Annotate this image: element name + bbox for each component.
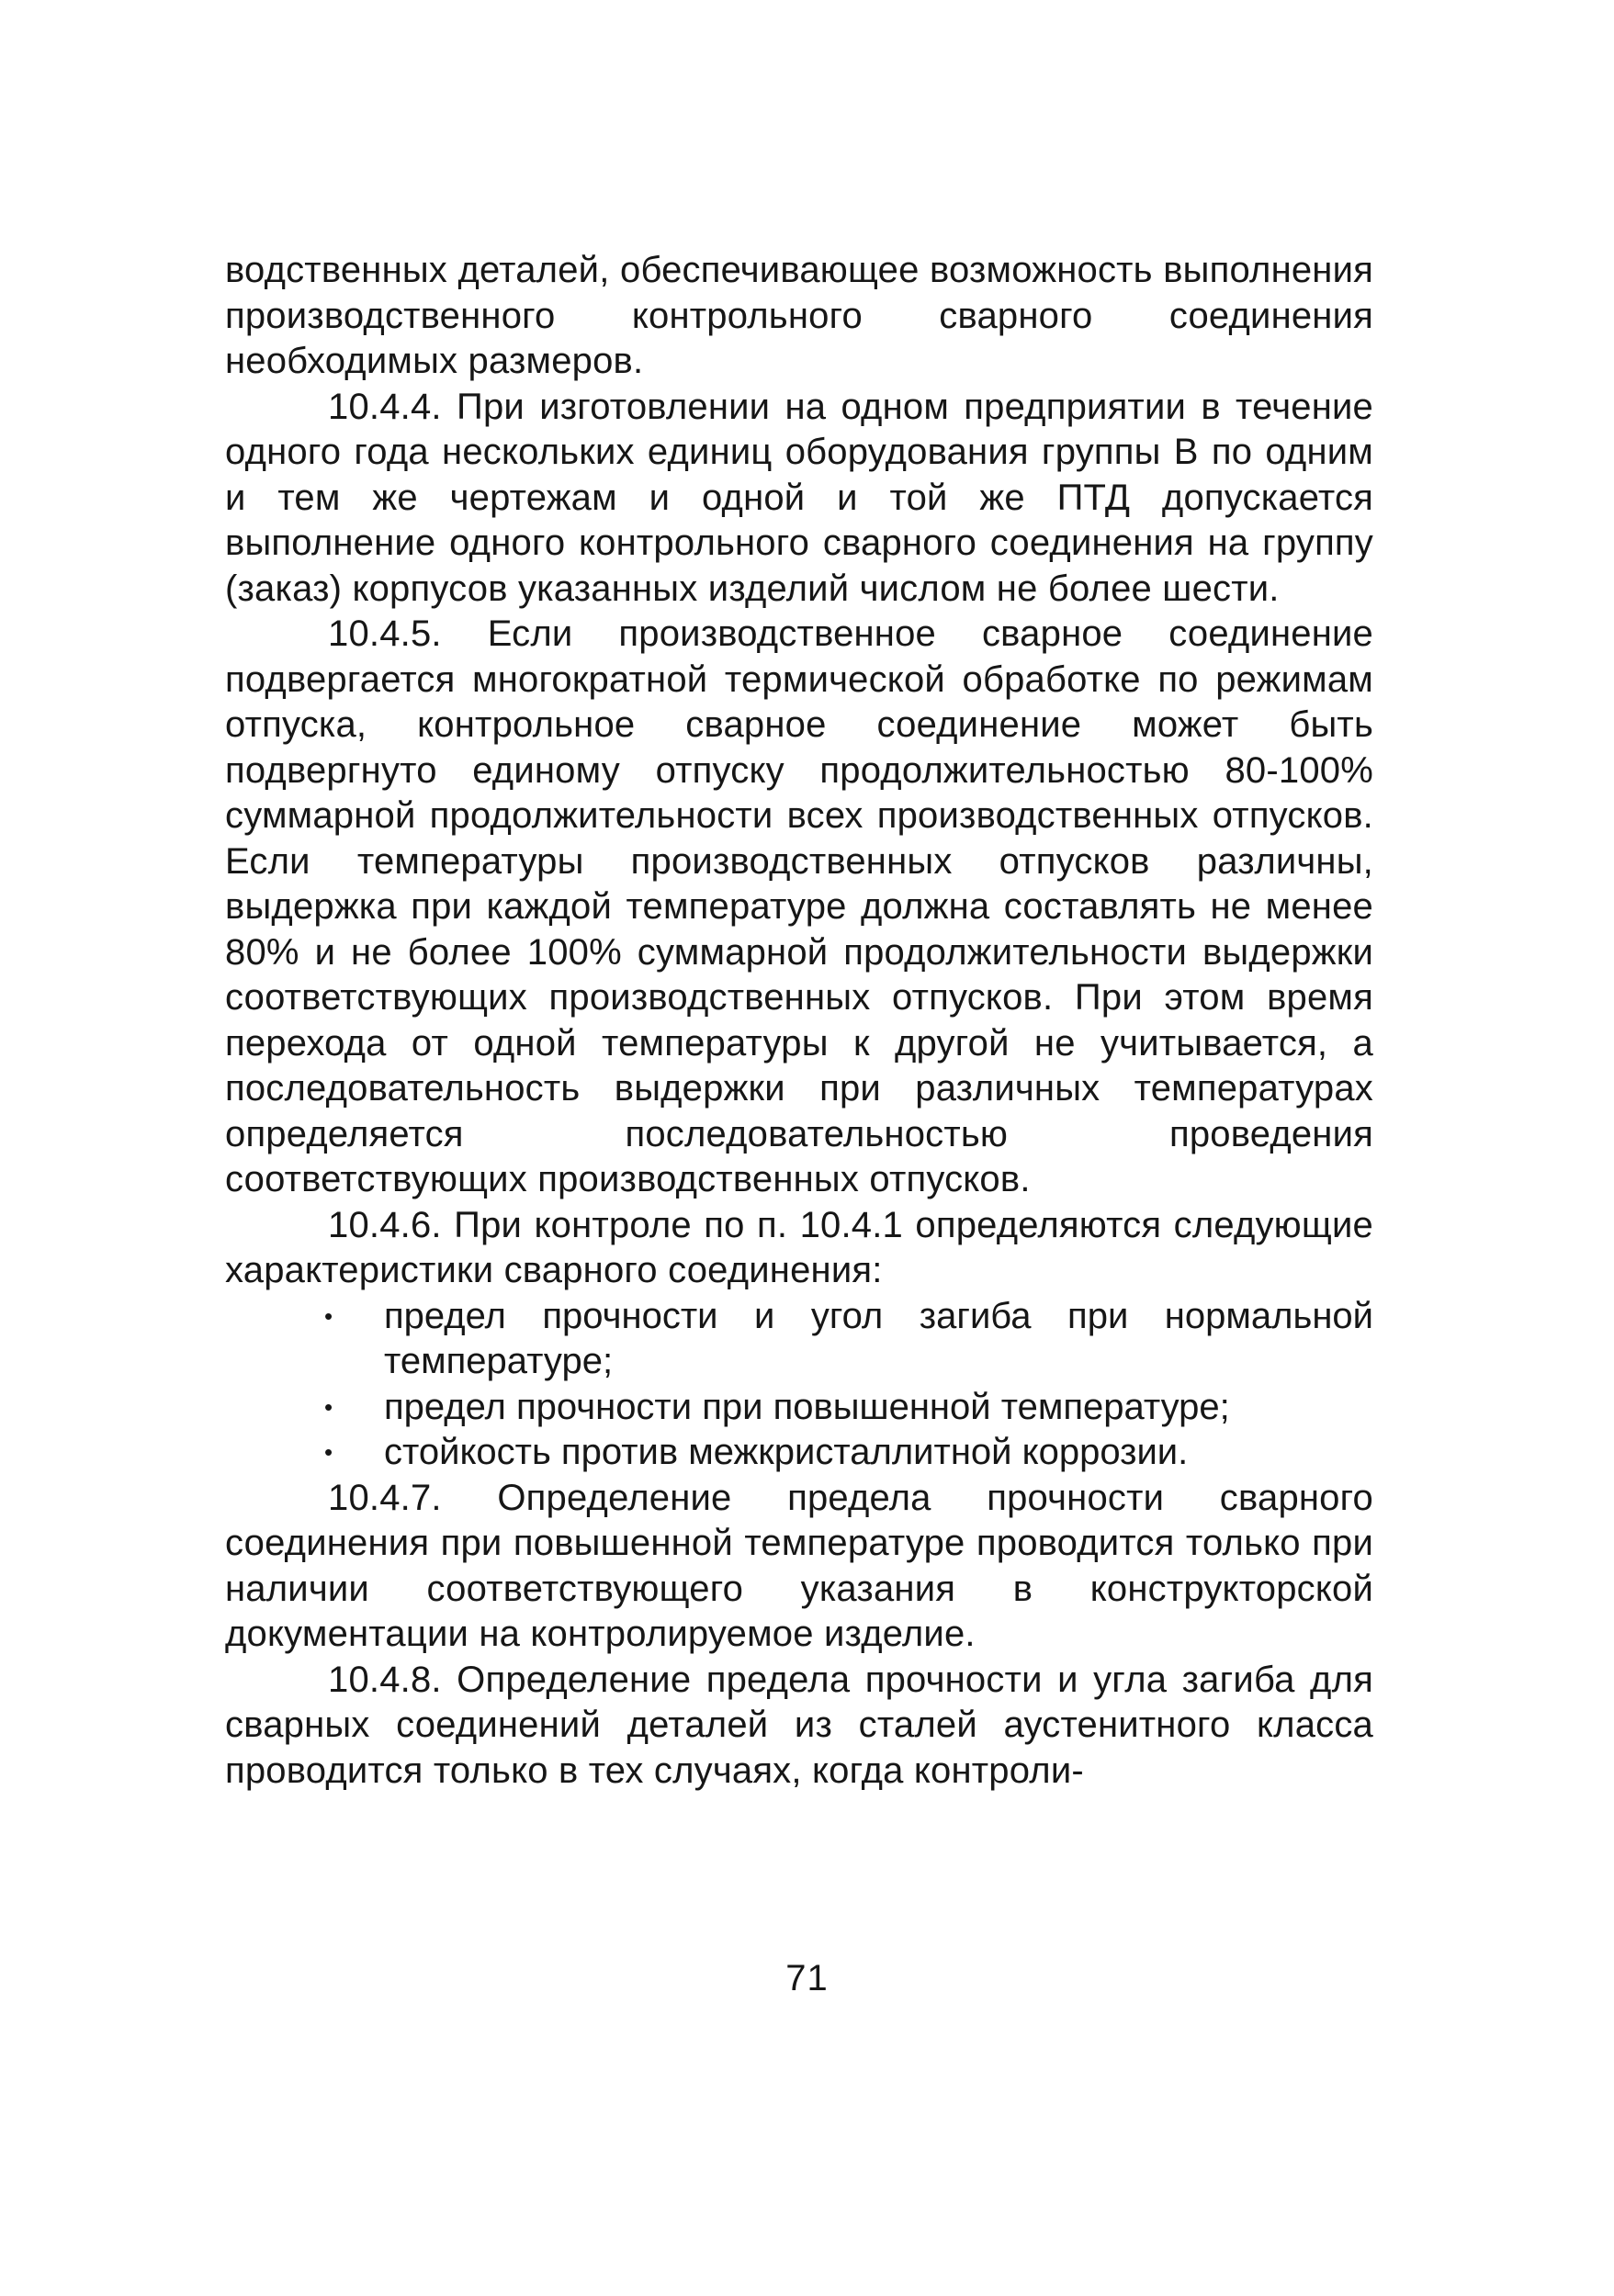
paragraph-10-4-4: 10.4.4. При изготовлении на одном предприятии в течение одного года нескольких единиц оборудования группы В по одним и тем же чертежам и одной и той же ПТД допускается выполнение одного контрольного сварного соединения на группу (заказ) корпусов указанных изделий числом не более шести.: [225, 386, 1373, 609]
list-item: [225, 1294, 1373, 1385]
list-item: [225, 1430, 1373, 1476]
characteristics-list: [225, 1294, 1373, 1476]
list-item-text: предел прочности и угол загиба при нормальной температуре;: [384, 1295, 1373, 1381]
paragraph-10-4-7: 10.4.7. Определение предела прочности сварного соединения при повышенной температуре проводится только при наличии соответствующего указания в конструкторской документации на контролируемое изделие.: [225, 1477, 1373, 1654]
paragraph-10-4-5: 10.4.5. Если производственное сварное соединение подвергается многократной термической обработке по режимам отпуска, контрольное сварное соединение может быть подвергнуто единому отпуску продолжительностью 80-100% суммарной продолжительности всех производственных отпусков. Если температуры производственных отпусков различны, выдержка при каждой температуре должна составлять не менее 80% и не более 100% суммарной продолжительности выдержки соответствующих производственных отпусков. При этом время перехода от одной температуры к другой не учитывается, а последовательность выдержки при различных температурах определяется последовательностью проведения соответствующих производственных отпусков.: [225, 613, 1373, 1199]
paragraph-continued: водственных деталей, обеспечивающее возможность выполнения производственного контрольного сварного соединения необходимых размеров.: [225, 250, 1373, 381]
paragraph-10-4-6: 10.4.6. При контроле по п. 10.4.1 определяются следующие характеристики сварного соединения:: [225, 1204, 1373, 1290]
bullet-icon: •: [324, 1392, 333, 1421]
page-number: 71: [785, 1958, 829, 1998]
bullet-icon: •: [324, 1301, 333, 1330]
list-item-text: предел прочности при повышенной температуре;: [384, 1386, 1230, 1427]
list-item-text: стойкость против межкристаллитной коррозии.: [384, 1432, 1189, 1472]
document-page: [225, 248, 1373, 1794]
bullet-icon: •: [324, 1438, 333, 1466]
paragraph-10-4-8: 10.4.8. Определение предела прочности и угла загиба для сварных соединений деталей из сталей аустенитного класса проводится только в тех случаях, когда контроли-: [225, 1659, 1373, 1791]
list-item: [225, 1385, 1373, 1431]
